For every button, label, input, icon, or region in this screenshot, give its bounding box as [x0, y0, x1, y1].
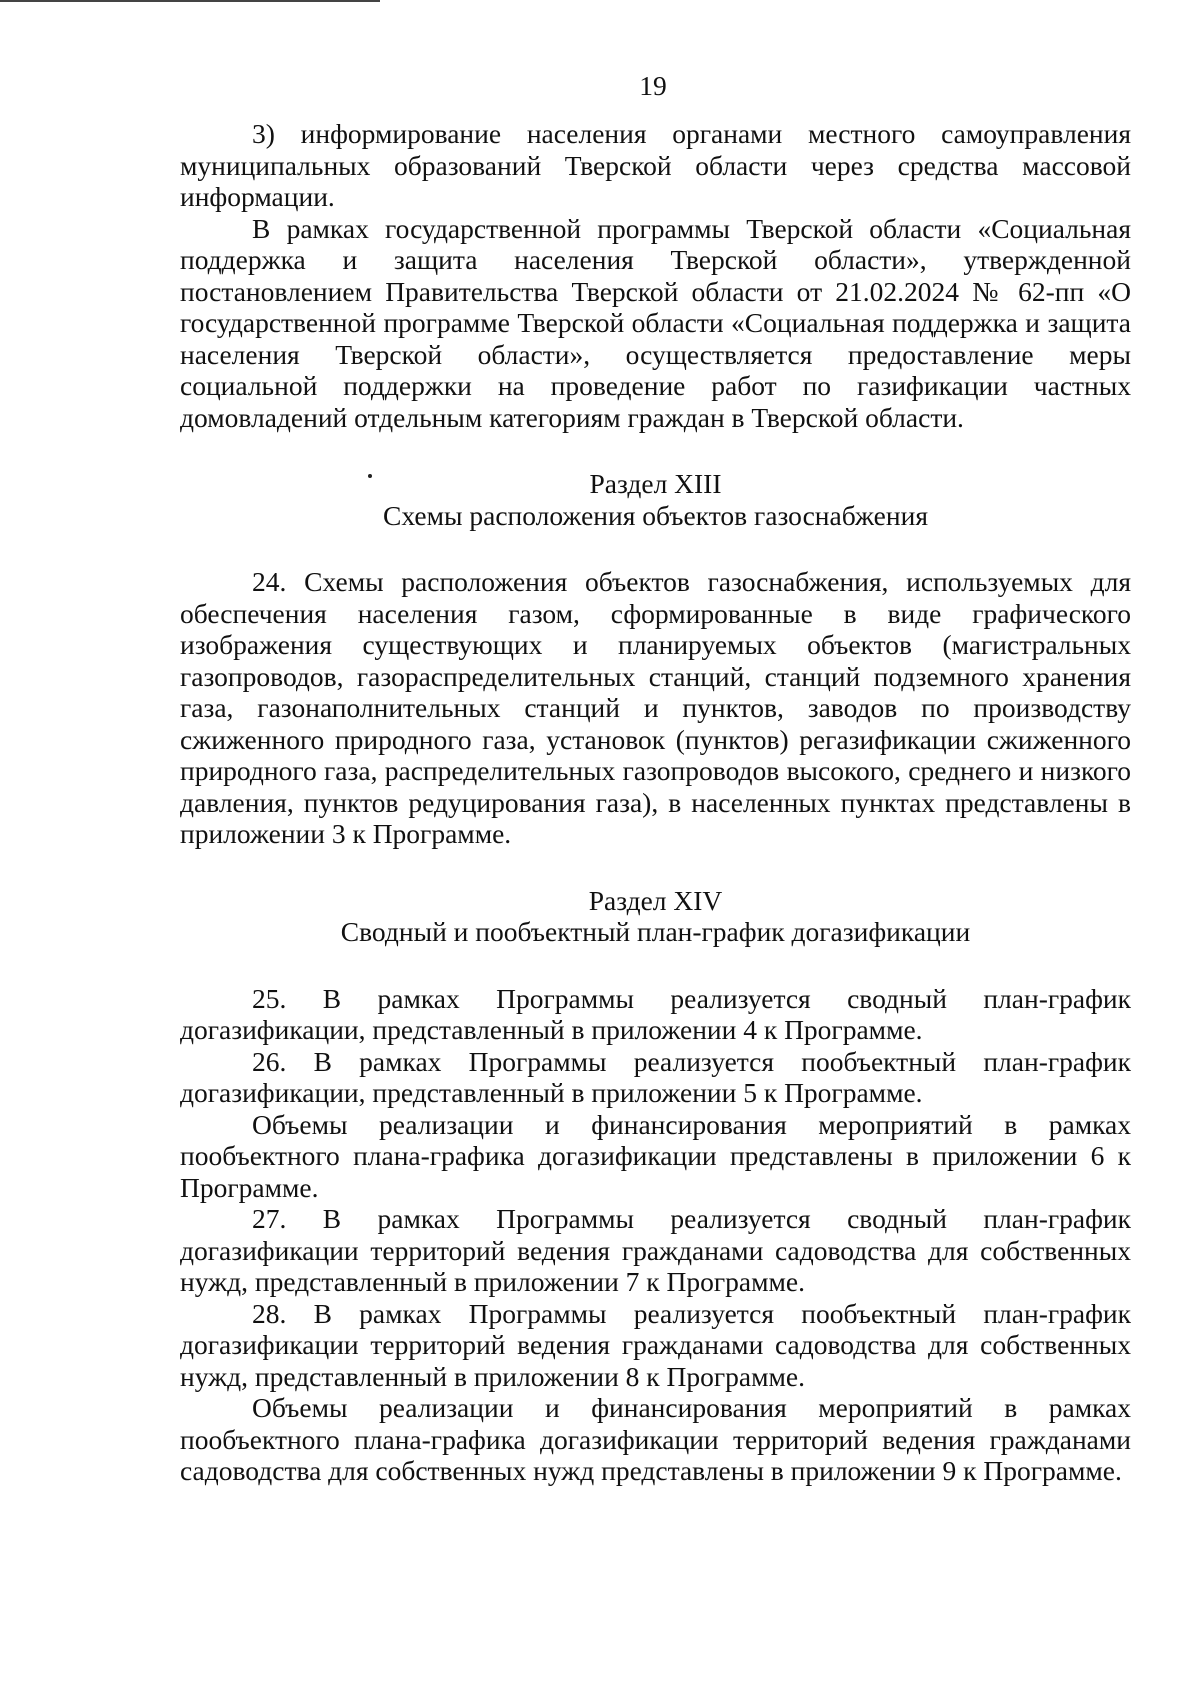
paragraph-volumes-annex-6: Объемы реализации и финансирования мероприятий в рамках пообъектного плана-графика догазификации представлены в приложении 6 к Программе.: [180, 1108, 1131, 1203]
section-title-xiv: Сводный и пообъектный план-график догазификации: [340, 916, 971, 947]
document-body: [180, 118, 1131, 1487]
paragraph-25: 25. В рамках Программы реализуется сводный план-график догазификации, представленный в приложении 4 к Программе.: [180, 982, 1131, 1045]
page-number: 19: [639, 70, 667, 101]
paragraph-28: 28. В рамках Программы реализуется пообъектный план-график догазификации территорий ведения гражданами садоводства для собственных нужд, представленный в приложении 8 к Программе.: [180, 1297, 1131, 1392]
scan-top-rule: [0, 0, 380, 2]
paragraph-volumes-annex-9: Объемы реализации и финансирования мероприятий в рамках пообъектного плана-графика догазификации территорий ведения гражданами садоводства для собственных нужд представлены в приложении 9 к Программе.: [180, 1392, 1131, 1486]
section-number-xiii: Раздел XIII: [589, 468, 722, 499]
paragraph-27: 27. В рамках Программы реализуется сводный план-график догазификации территорий ведения гражданами садоводства для собственных нужд, представленный в приложении 7 к Программе.: [180, 1203, 1131, 1297]
section-number-xiv: Раздел XIV: [588, 884, 723, 916]
section-title-xiii: Схемы расположения объектов газоснабжения: [383, 499, 928, 531]
paragraph-information: 3) информирование населения органами местного самоуправления муниципальных образований Тверской области через средства массовой информации.: [180, 118, 1131, 212]
paragraph-24: 24. Схемы расположения объектов газоснабжения, используемых для обеспечения населения газом, сформированные в виде графического изображения существующих и планируемых объектов (магистральных газопроводов, газораспределительных станций, станций подземного хранения газа, газонаполнительных станций и пунктов, заводов по производству сжиженного природного газа, установок (пунктов) регазификации сжиженного природного газа, распределительных газопроводов высокого, среднего и низкого давления, пунктов редуцирования газа), в населенных пунктах представлены в приложении 3 к Программе.: [180, 566, 1131, 849]
paragraph-social-support: В рамках государственной программы Тверской области «Социальная поддержка и защита населения Тверской области», утвержденной постановлением Правительства Тверской области от 21.02.2024 № 62-пп «О государственной программе Тверской области «Социальная поддержка и защита населения Тверской области», осуществляется предоставление меры социальной поддержки на проведение работ по газификации частных домовладений отдельным категориям граждан в Тверской области.: [180, 212, 1131, 433]
paragraph-26: 26. В рамках Программы реализуется пообъектный план-график догазификации, представленный в приложении 5 к Программе.: [180, 1045, 1131, 1108]
